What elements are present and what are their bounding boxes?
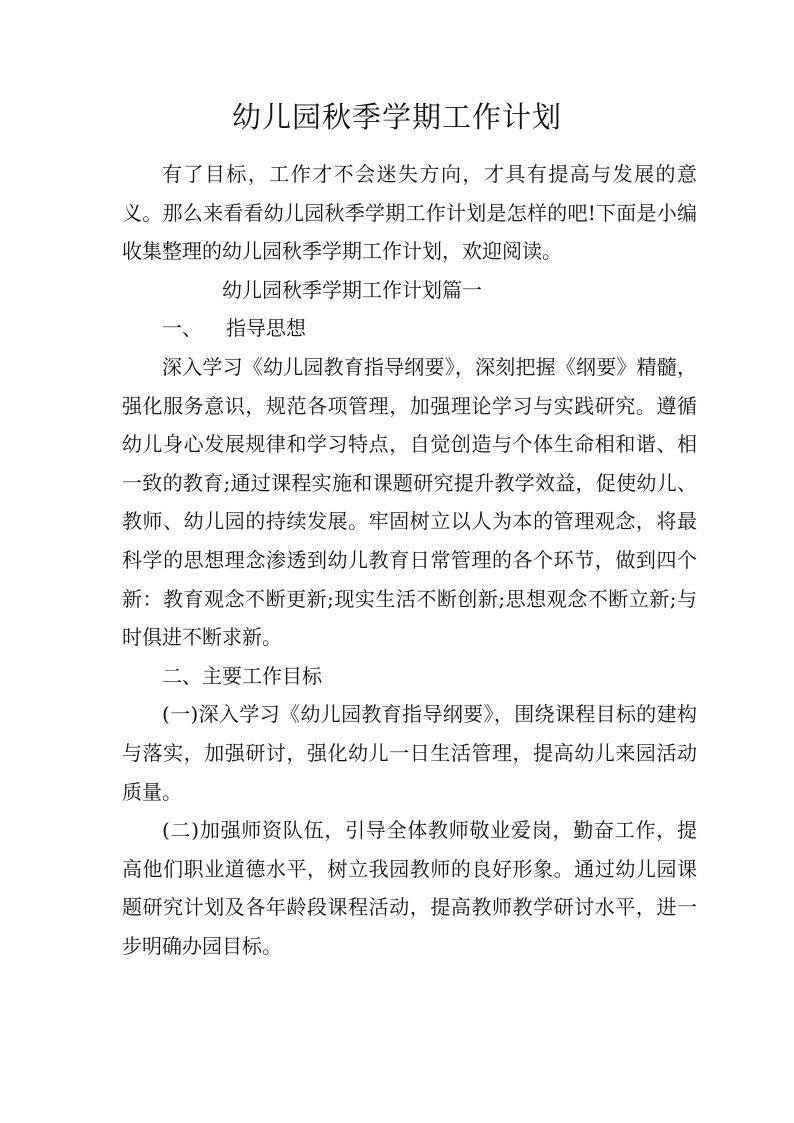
section-two-heading: 二、主要工作目标 — [162, 663, 322, 688]
section-one-heading — [122, 309, 697, 348]
target-item-one: (一)深入学习《幼儿园教育指导纲要》，围绕课程目标的建构与落实，加强研讨，强化幼儿一日生活管理，提高幼儿来园活动质量。 — [122, 702, 697, 804]
document-body — [122, 155, 697, 965]
intro-paragraph: 有了目标，工作才不会迷失方向，才具有提高与发展的意义。那么来看看幼儿园秋季学期工作计划是怎样的吧!下面是小编收集整理的幼儿园秋季学期工作计划，欢迎阅读。 — [122, 162, 697, 264]
plan-subtitle: 幼儿园秋季学期工作计划篇一 — [222, 277, 482, 302]
section-one-number: 一、 — [162, 316, 202, 341]
section-one-title: 指导思想 — [226, 316, 306, 341]
document-title: 幼儿园秋季学期工作计划 — [231, 100, 562, 134]
section-one-paragraph: 深入学习《幼儿园教育指导纲要》，深刻把握《纲要》精髓，强化服务意识，规范各项管理，加强理论学习与实践研究。遵循幼儿身心发展规律和学习特点，自觉创造与个体生命相和谐、相一致的教育;通过课程实施和课题研究提升教学效益，促使幼儿、教师、幼儿园的持续发展。牢固树立以人为本的管理观念，将最科学的思想理念渗透到幼儿教育日常管理的各个环节，做到四个新：教育观念不断更新;现实生活不断创新;思想观念不断立新;与时俱进不断求新。 — [122, 354, 697, 650]
target-item-two: (二)加强师资队伍，引导全体教师敬业爱岗，勤奋工作，提高他们职业道德水平，树立我园教师的良好形象。通过幼儿园课题研究计划及各年龄段课程活动，提高教师教学研讨水平，进一步明确办园目标。 — [122, 818, 697, 958]
